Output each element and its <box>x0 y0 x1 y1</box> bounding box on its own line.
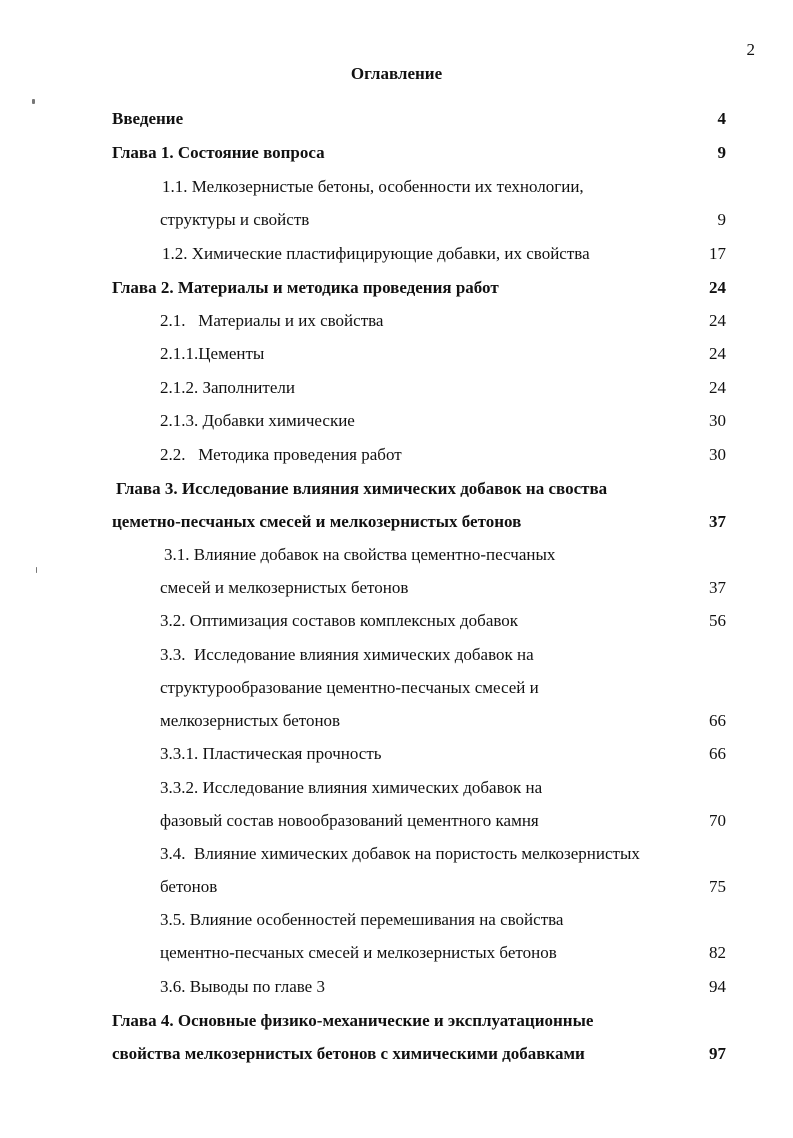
toc-entry-page: 9 <box>717 210 726 229</box>
toc-entry-page: 75 <box>709 877 726 896</box>
toc-entry-text: 1.2. Химические пластифицирующие добавки, их свойства <box>162 244 590 263</box>
page-number: 2 <box>746 40 755 59</box>
toc-entry-3-4[interactable] <box>0 843 793 865</box>
toc-entry-text: 3.6. Выводы по главе 3 <box>160 977 325 996</box>
toc-entry-3-3[interactable] <box>0 644 793 666</box>
toc-entry-2-1-3[interactable] <box>0 410 793 432</box>
toc-entry-page: 30 <box>709 445 726 464</box>
page-title: Оглавление <box>350 64 443 83</box>
toc-entry-1-1[interactable] <box>0 176 793 198</box>
toc-entry-text: 3.2. Оптимизация составов комплексных добавок <box>160 611 519 630</box>
toc-entry-page: 94 <box>709 977 726 996</box>
toc-entry-intro[interactable] <box>0 108 793 130</box>
toc-entry-page: 82 <box>709 943 726 962</box>
toc-entry-text: цементно-песчаных смесей и мелкозернистых бетонов <box>160 943 557 962</box>
toc-entry-text: бетонов <box>160 877 218 896</box>
toc-entry-text: структурообразование цементно-песчаных смесей и <box>160 678 539 697</box>
toc-entry-text: свойства мелкозернистых бетонов с химическими добавками <box>112 1044 585 1063</box>
toc-entry-3-3-1[interactable] <box>0 743 793 765</box>
toc-entry-text: Глава 2. Материалы и методика проведения работ <box>112 278 499 297</box>
toc-entry-text: 3.3.1. Пластическая прочность <box>160 744 382 763</box>
toc-entry-text: 3.4. Влияние химических добавок на пористость мелкозернистых <box>160 844 640 863</box>
toc-entry-3-3-cont[interactable] <box>0 677 793 699</box>
toc-entry-text: 3.5. Влияние особенностей перемешивания на свойства <box>160 910 564 929</box>
toc-entry-text: 2.2. Методика проведения работ <box>160 445 402 464</box>
toc-entry-3-5-cont[interactable] <box>0 942 793 964</box>
toc-entry-3-3-cont-2[interactable] <box>0 710 793 732</box>
toc-entry-3-1-cont[interactable] <box>0 577 793 599</box>
toc-entry-text: 2.1. Материалы и их свойства <box>160 311 384 330</box>
toc-entry-chapter-4[interactable] <box>0 1010 793 1032</box>
toc-entry-page: 37 <box>709 578 726 597</box>
toc-entry-text: структуры и свойств <box>160 210 310 229</box>
toc-entry-3-6[interactable] <box>0 976 793 998</box>
toc-entry-3-2[interactable] <box>0 610 793 632</box>
toc-entry-text: цеметно-песчаных смесей и мелкозернистых бетонов <box>112 512 522 531</box>
toc-entry-3-3-2-cont[interactable] <box>0 810 793 832</box>
toc-entry-page: 9 <box>717 143 726 162</box>
toc-entry-page: 30 <box>709 411 726 430</box>
toc-entry-3-4-cont[interactable] <box>0 876 793 898</box>
toc-entry-text: 3.3. Исследование влияния химических добавок на <box>160 645 534 664</box>
toc-entry-page: 66 <box>709 744 726 763</box>
toc-entry-text: 2.1.1.Цементы <box>160 344 265 363</box>
toc-entry-chapter-4-cont[interactable] <box>0 1043 793 1065</box>
toc-entry-page: 17 <box>709 244 726 263</box>
toc-entry-text: Глава 1. Состояние вопроса <box>112 143 325 162</box>
toc-entry-page: 66 <box>709 711 726 730</box>
scan-speck <box>36 567 37 573</box>
toc-entry-chapter-3-cont[interactable] <box>0 511 793 533</box>
toc-entry-3-5[interactable] <box>0 909 793 931</box>
toc-entry-text: смесей и мелкозернистых бетонов <box>160 578 409 597</box>
scan-speck <box>32 99 35 104</box>
toc-entry-page: 24 <box>709 378 726 397</box>
toc-entry-chapter-3[interactable] <box>0 478 793 500</box>
toc-entry-text: 1.1. Мелкозернистые бетоны, особенности их технологии, <box>162 177 584 196</box>
toc-entry-3-1[interactable] <box>0 544 793 566</box>
toc-entry-chapter-1[interactable] <box>0 142 793 164</box>
toc-entry-text: мелкозернистых бетонов <box>160 711 341 730</box>
toc-entry-2-2[interactable] <box>0 444 793 466</box>
toc-entry-1-1-cont[interactable] <box>0 209 793 231</box>
toc-entry-text: 3.1. Влияние добавок на свойства цементно-песчаных <box>164 545 556 564</box>
toc-entry-chapter-2[interactable] <box>0 277 793 299</box>
toc-entry-text: 2.1.3. Добавки химические <box>160 411 355 430</box>
toc-entry-page: 70 <box>709 811 726 830</box>
toc-entry-text: Глава 4. Основные физико-механические и эксплуатационные <box>112 1011 594 1030</box>
toc-entry-text: 2.1.2. Заполнители <box>160 378 295 397</box>
toc-entry-page: 4 <box>717 109 726 128</box>
toc-entry-text: Введение <box>112 109 184 128</box>
toc-entry-text: Глава 3. Исследование влияния химических добавок на своства <box>116 479 608 498</box>
toc-entry-text: фазовый состав новообразований цементного камня <box>160 811 539 830</box>
toc-entry-page: 24 <box>709 344 726 363</box>
toc-entry-3-3-2[interactable] <box>0 777 793 799</box>
toc-entry-2-1-2[interactable] <box>0 377 793 399</box>
toc-entry-2-1-1[interactable] <box>0 343 793 365</box>
toc-entry-text: 3.3.2. Исследование влияния химических добавок на <box>160 778 543 797</box>
toc-entry-page: 37 <box>709 512 726 531</box>
toc-entry-page: 56 <box>709 611 726 630</box>
toc-entry-page: 24 <box>709 311 726 330</box>
toc-entry-page: 97 <box>709 1044 726 1063</box>
toc-entry-1-2[interactable] <box>0 243 793 265</box>
toc-entry-page: 24 <box>709 278 726 297</box>
toc-entry-2-1[interactable] <box>0 310 793 332</box>
